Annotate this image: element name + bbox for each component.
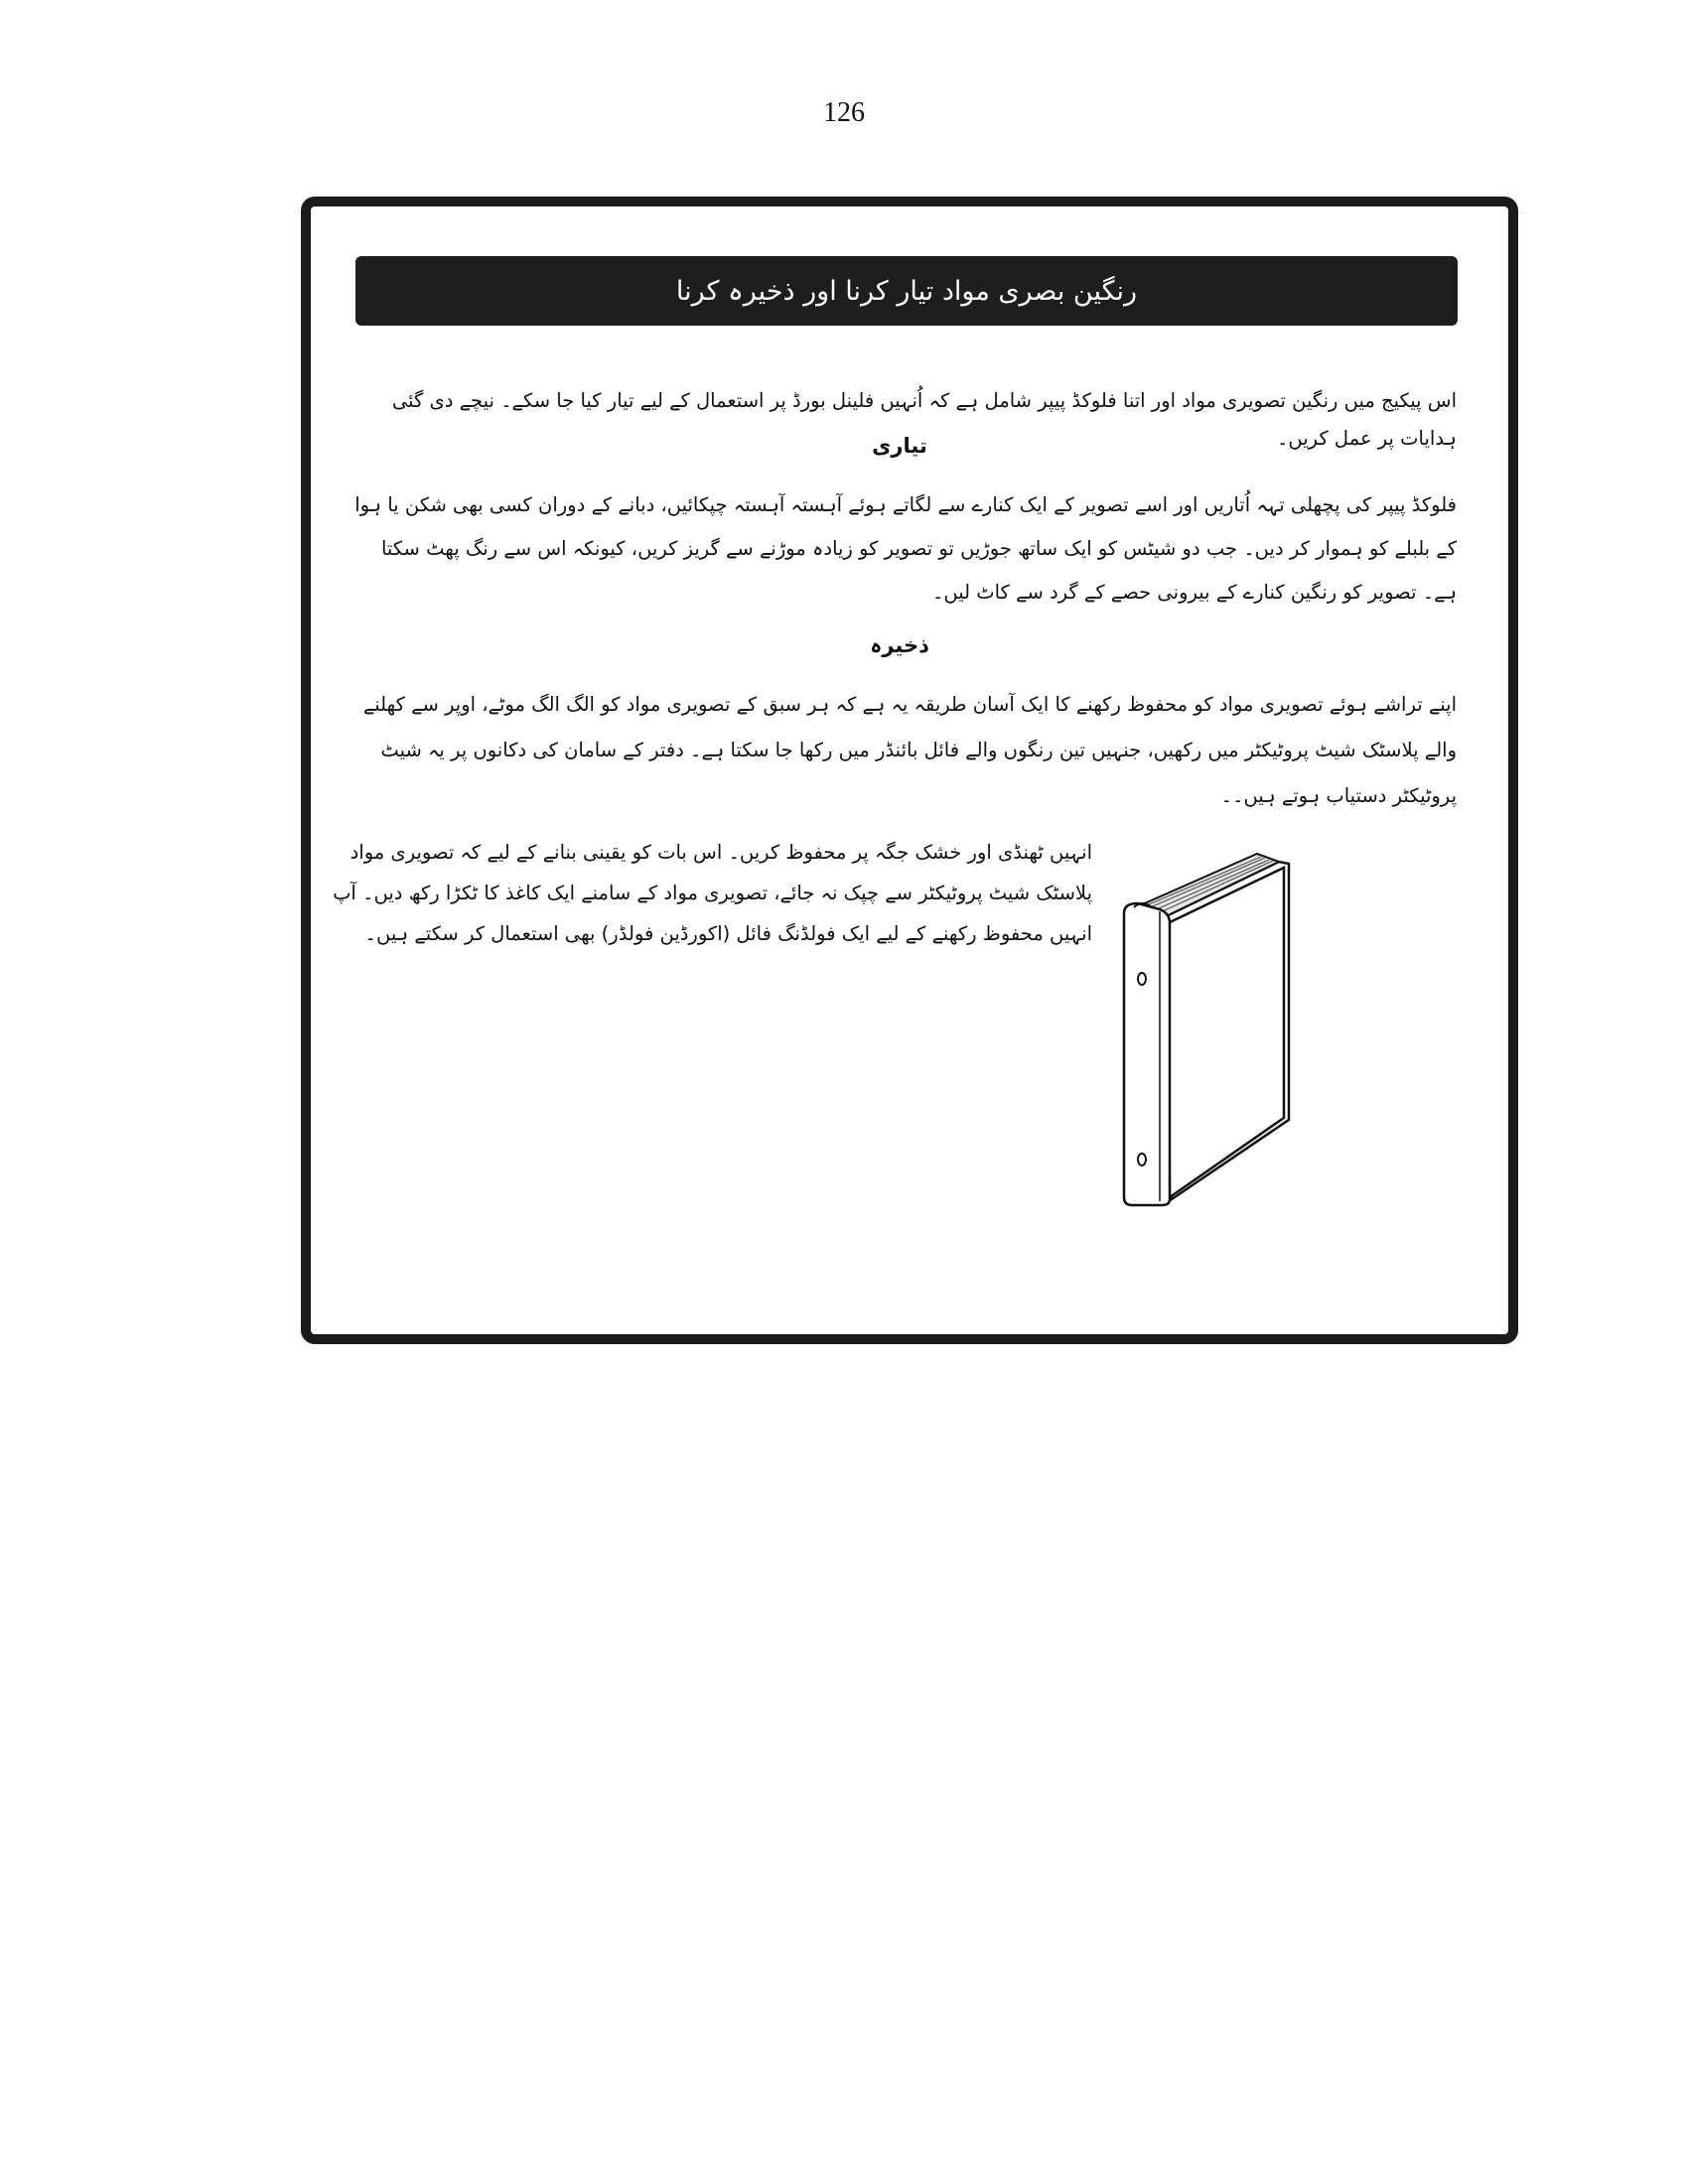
box-title: رنگین بصری مواد تیار کرنا اور ذخیرہ کرنا [355,256,1458,326]
preparation-heading: تیاری [872,434,927,458]
preparation-paragraph: فلوکڈ پیپر کی پچھلی تہہ اُتاریں اور اسے تصویر کے ایک کنارے سے لگاتے ہوئے آہستہ آہستہ چپکائیں، دبانے کے دوران کسی بھی شکن یا ہوا کے بلبلے کو ہموار کر دیں۔ جب دو شیٹس کو ایک ساتھ جوڑیں تو تصویر کو زیادہ موڑنے سے گریز کریں، کیونکہ اس سے رنگ پھٹ سکتا ہے۔ تصویر کو رنگین کنارے کے بیرونی حصے کے گرد سے کاٹ لیں۔ [354,493,1457,604]
intro-paragraph: اس پیکیج میں رنگین تصویری مواد اور اتنا فلوکڈ پیپر شامل ہے کہ اُنہیں فلینل بورڈ پر استعمال کے لیے تیار کیا جا سکے۔ نیچے دی گئی ہدایات پر عمل کریں۔ [391,389,1457,450]
page-number: 126 [823,97,865,128]
storage-paragraph: اپنے تراشے ہوئے تصویری مواد کو محفوظ رکھنے کا ایک آسان طریقہ یہ ہے کہ ہر سبق کے تصویری مواد کو الگ الگ موٹے، اوپر سے کھلنے والے پلاسٹک شیٹ پروٹیکٹر میں رکھیں، جنہیں تین رنگوں والے فائل بائنڈر میں رکھا جا سکتا ہے۔ دفتر کے سامان کی دکانوں پر یہ شیٹ پروٹیکٹر دستیاب ہوتے ہیں۔۔ [362,693,1457,807]
keep-paragraph: انہیں ٹھنڈی اور خشک جگہ پر محفوظ کریں۔ اس بات کو یقینی بنانے کے لیے کہ تصویری مواد پلاسٹک شیٹ پروٹیکٹر سے چپک نہ جائے، تصویری مواد کے سامنے ایک کاغذ کا ٹکڑا رکھ دیں۔ آپ انہیں محفوظ رکھنے کے لیے ایک فولڈنگ فائل (اکورڈین فولڈر) بھی استعمال کر سکتے ہیں۔ [333,841,1092,945]
binder-icon [1120,852,1299,1209]
storage-heading: ذخیرہ [870,633,929,657]
